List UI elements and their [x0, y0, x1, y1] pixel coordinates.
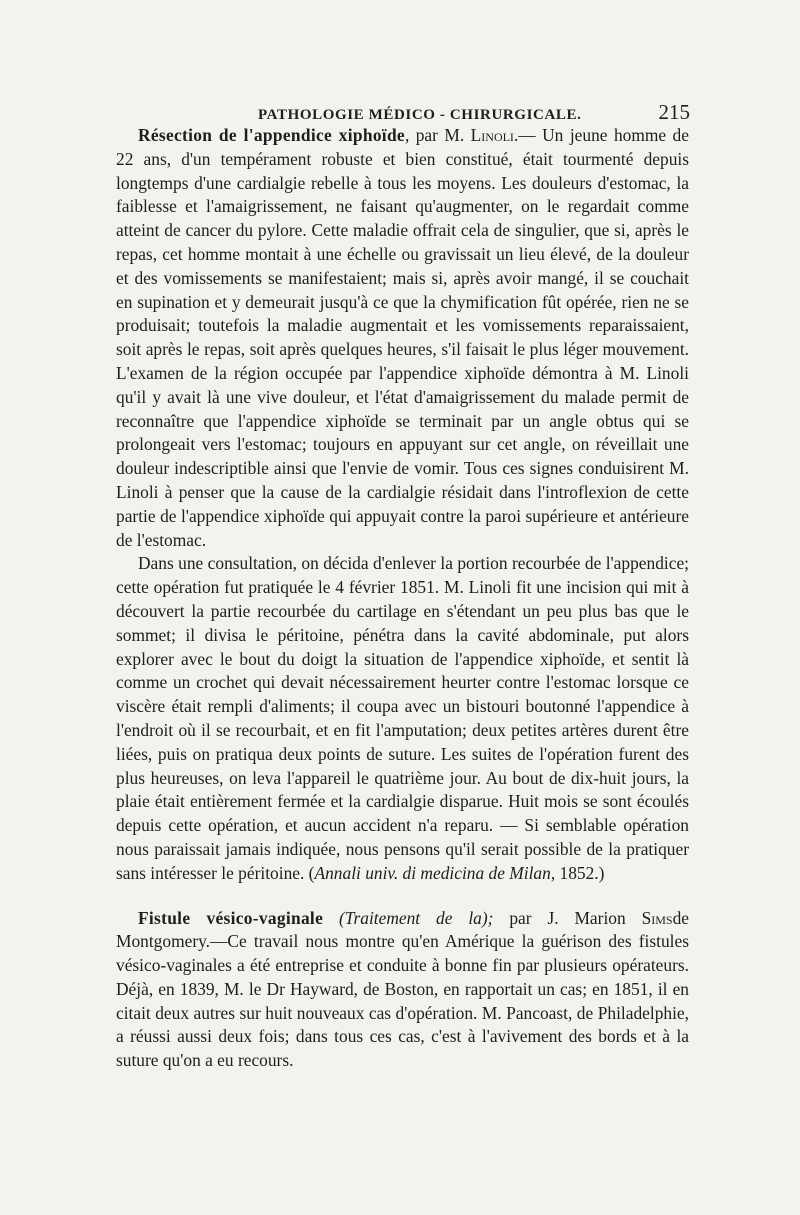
running-title: PATHOLOGIE MÉDICO - CHIRURGICALE.: [258, 107, 582, 123]
article-author: Sims: [641, 907, 673, 928]
article-resection-paragraph-1: [116, 124, 689, 552]
paragraph-text: de Montgomery.—Ce travail nous montre qu'en Amérique la guérison des fistules vésico-vaginales a été entreprise et conduite à bonne fin par plusieurs opérateurs. Déjà, en 1839, M. le Dr Hayward, de Boston, en rapportait un cas; en 1851, il en citait deux autres sur huit nouveaux cas d'opération. M. Pancoast, de Philadelphie, a réussi aussi deux fois; dans tous ces cas, c'est à l'avivement des bords et à la suture qu'on a eu recours.: [116, 907, 689, 1071]
article-fistule-paragraph: [116, 907, 689, 1074]
citation-year: 1852.): [555, 862, 605, 883]
citation-source: Annali univ. di medicina de Milan,: [314, 862, 556, 883]
running-header: [116, 100, 690, 125]
article-author: Linoli: [470, 125, 514, 145]
paragraph-text: Un jeune homme de 22 ans, d'un tempérament robuste et bien constitué, était tourmenté depuis longtemps d'une cardialgie rebelle à tous les moyens. Les douleurs d'estomac, la faiblesse et l'amaigrissement, ne faisant qu'augmenter, on le regardait comme atteint de cancer du pylore. Cette maladie offrait cela de singulier, que si, après le repas, cet homme montait à une échelle ou gravissait un lieu élevé, de la douleur et des vomissements se manifestaient; mais si, après avoir mangé, il se couchait en supination et y demeurait jusqu'à ce que la chymification fût opérée, rien ne se produisait; toutefois la maladie augmentait et les vomissements reparaissaient, soit après le repas, soit après quelques heures, s'il faisait le plus léger mouvement. L'examen de la région occupée par l'appendice xiphoïde démontra à M. Linoli qu'il y avait là une vive douleur, et l'état d'amaigrissement du malade permit de reconnaître que l'appendice xiphoïde se terminait par un angle obtus qui se prolongeait vers l'estomac; toujours en appuyant sur cet angle, on réveillait une douleur indescriptible ainsi que l'envie de vomir. Tous ces signes conduisirent M. Linoli à penser que la cause de la cardialgie résidait dans l'introflexion de cette partie de l'appendice xiphoïde qui appuyait contre la paroi supérieure et antérieure de l'estomac.: [116, 125, 689, 550]
article-byline-prefix: par J. Marion: [509, 907, 642, 928]
article-byline-prefix: , par M.: [404, 125, 471, 145]
article-heading-resection: Résection de l'appendice xiphoïde: [138, 125, 405, 145]
byline-dash: .—: [513, 125, 543, 145]
page-body: [116, 124, 689, 1073]
paragraph-text: Dans une consultation, on décida d'enlever la portion recourbée de l'appendice; cette opération fut pratiquée le 4 février 1851. M. Linoli fit une incision qui mit à découvert la partie recourbée du cartilage en s'étendant un peu plus bas que le sommet; il divisa le péritoine, pénétra dans la cavité abdominale, put alors explorer avec le bout du doigt la situation de l'appendice xiphoïde, et sentit là comme un crochet qui devait nécessairement heurter contre l'estomac lorsque ce viscère était rempli d'aliments; il coupa avec un bistouri boutonné l'appendice à l'endroit où il se recourbait, et en fit l'amputation; deux petites artères durent être liées, puis on pratiqua deux points de suture. Les suites de l'opération furent des plus heureuses, on leva l'appareil le quatrième jour. Au bout de dix-huit jours, la plaie était entièrement fermée et la cardialgie disparue. Huit mois se sont écoulés depuis cette opération, et aucun accident n'a reparu. — Si semblable opération nous paraissait jamais indiquée, nous pensons qu'il serait possible de la pratiquer sans intéresser le péritoine. (: [116, 553, 689, 883]
article-resection-paragraph-2: [116, 552, 689, 885]
article-subtitle: (Traitement de la);: [323, 907, 510, 928]
article-heading-fistule: Fistule vésico-vaginale: [138, 907, 324, 928]
page-number: 215: [658, 100, 690, 124]
